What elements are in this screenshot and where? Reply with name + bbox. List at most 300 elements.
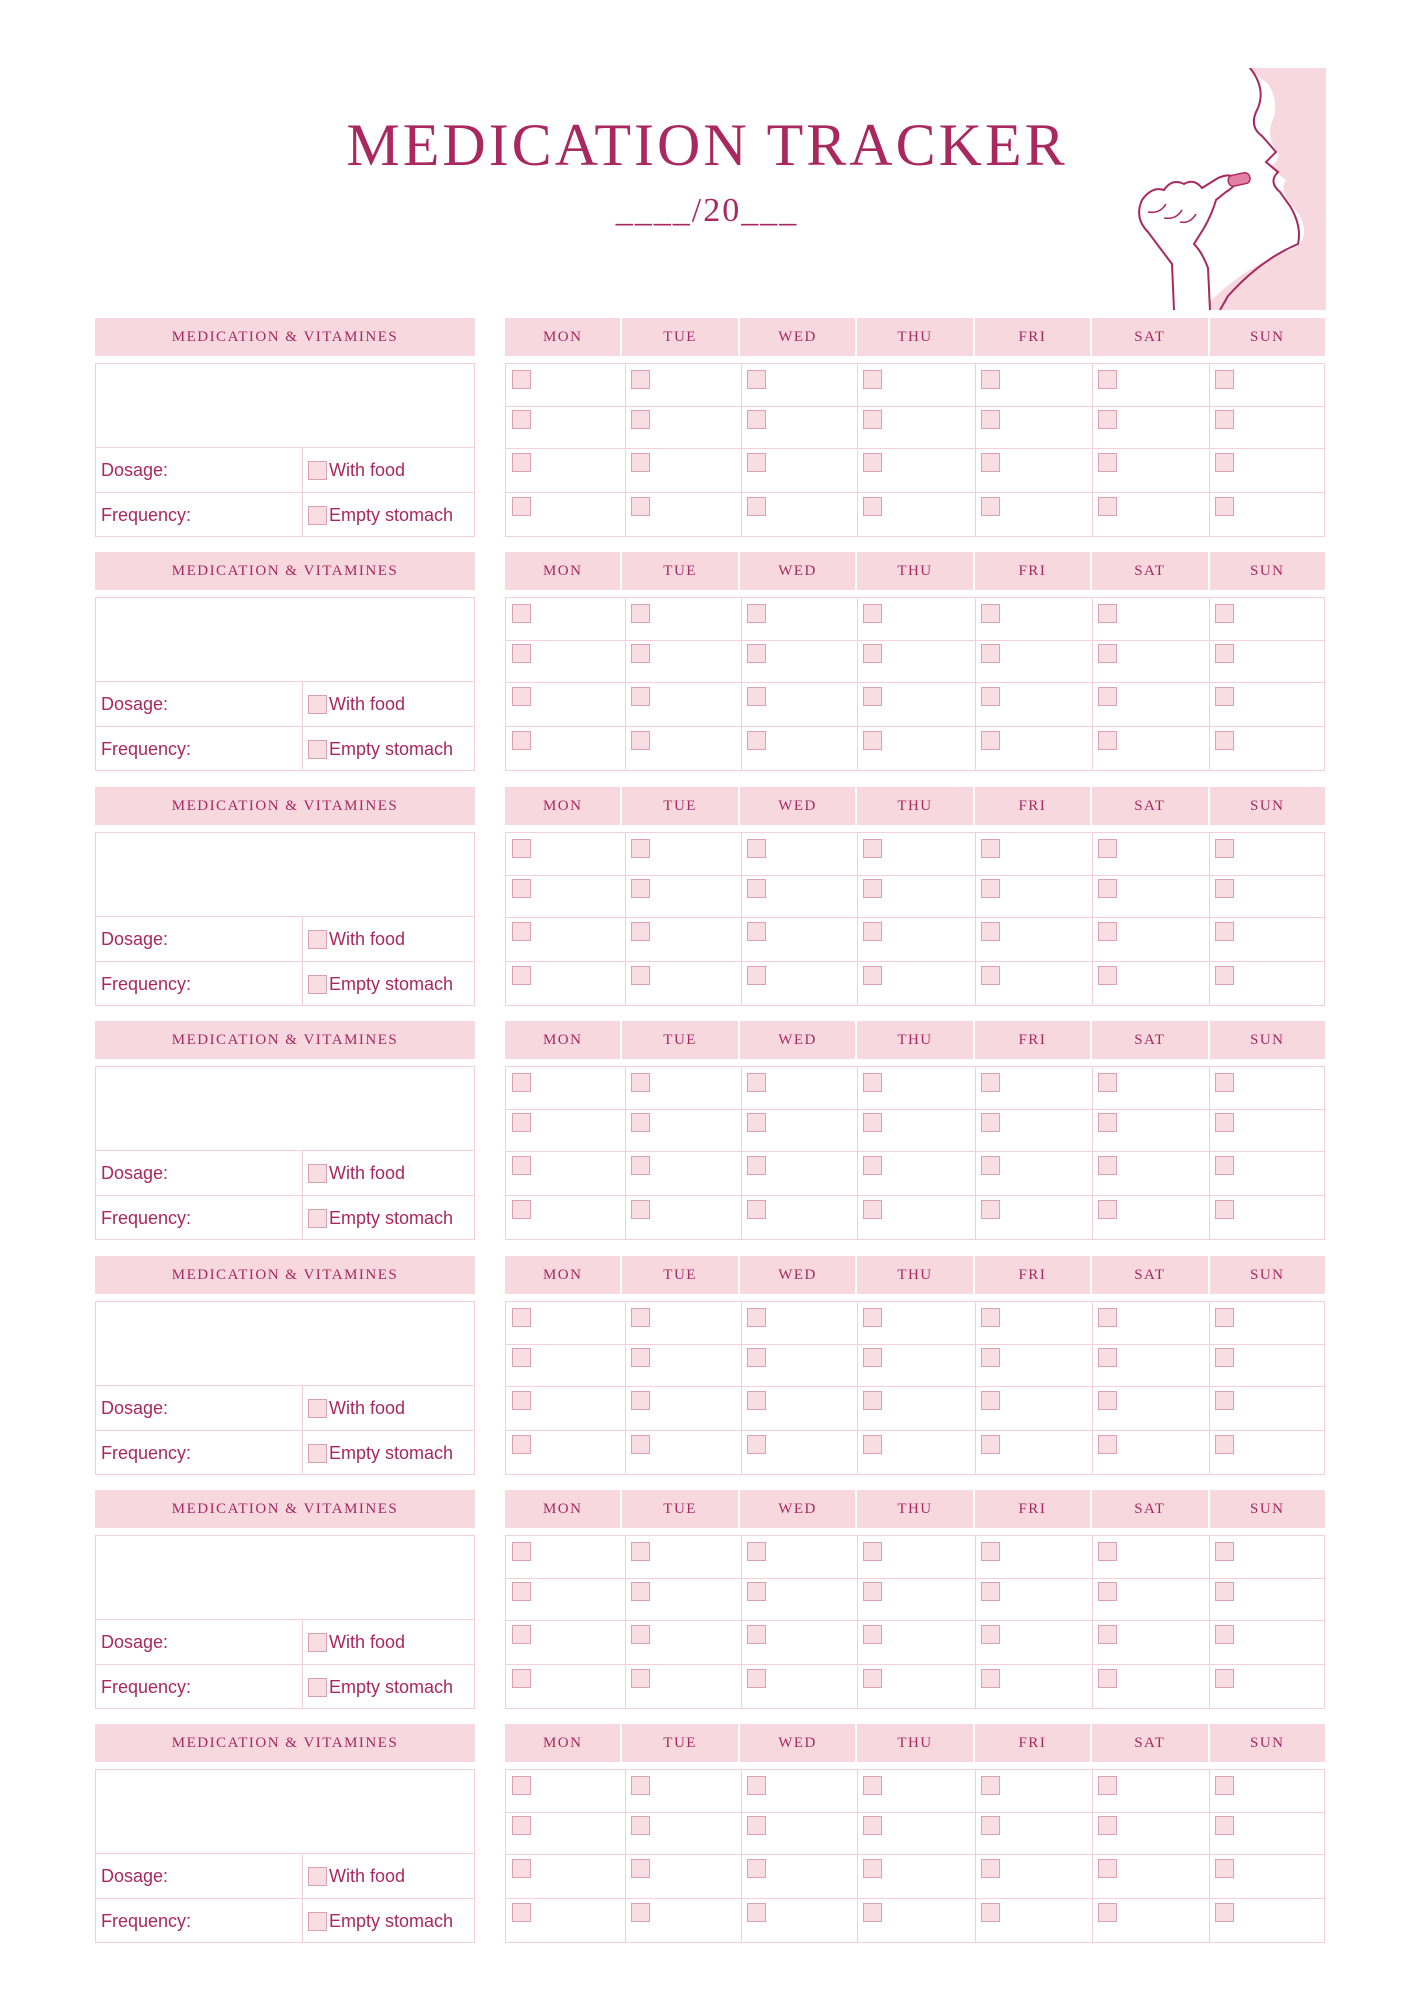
dose-checkbox-wed[interactable] [747, 1542, 766, 1561]
dose-checkbox-tue[interactable] [631, 922, 650, 941]
dose-checkbox-sat[interactable] [1098, 1582, 1117, 1601]
dose-checkbox-wed[interactable] [747, 410, 766, 429]
dose-checkbox-wed[interactable] [747, 1582, 766, 1601]
with-food-option[interactable] [308, 929, 405, 950]
dose-checkbox-mon[interactable] [512, 1816, 531, 1835]
dose-checkbox-sat[interactable] [1098, 1816, 1117, 1835]
dose-checkbox-mon[interactable] [512, 644, 531, 663]
medication-name-field[interactable] [96, 1302, 474, 1385]
dose-checkbox-wed[interactable] [747, 604, 766, 623]
empty-stomach-option[interactable] [308, 1911, 453, 1932]
dose-checkbox-tue[interactable] [631, 1156, 650, 1175]
dose-checkbox-fri[interactable] [981, 604, 1000, 623]
dose-checkbox-thu[interactable] [863, 1582, 882, 1601]
weekday-header [505, 1256, 1325, 1294]
dose-checkbox-tue[interactable] [631, 839, 650, 858]
dose-checkbox-thu[interactable] [863, 966, 882, 985]
dose-checkbox-fri[interactable] [981, 1308, 1000, 1327]
dose-checkbox-fri[interactable] [981, 1903, 1000, 1922]
dose-checkbox-thu[interactable] [863, 453, 882, 472]
divider [96, 681, 474, 682]
grid-line [506, 1898, 1324, 1899]
person-taking-pill-illustration [1120, 68, 1326, 310]
dose-checkbox-fri[interactable] [981, 1776, 1000, 1795]
weekday-header [505, 552, 1325, 590]
dose-checkbox-sat[interactable] [1098, 410, 1117, 429]
dose-checkbox-sat[interactable] [1098, 922, 1117, 941]
dose-checkbox-tue[interactable] [631, 1816, 650, 1835]
dose-checkbox-thu[interactable] [863, 1625, 882, 1644]
dose-checkbox-wed[interactable] [747, 879, 766, 898]
dose-checkbox-thu[interactable] [863, 410, 882, 429]
dose-checkbox-mon[interactable] [512, 1073, 531, 1092]
dose-checkbox-sat[interactable] [1098, 453, 1117, 472]
dose-checkbox-thu[interactable] [863, 1776, 882, 1795]
medication-details [95, 832, 475, 1006]
dose-checkbox-sat[interactable] [1098, 1073, 1117, 1092]
dose-checkbox-fri[interactable] [981, 1348, 1000, 1367]
dose-checkbox-fri[interactable] [981, 644, 1000, 663]
divider [302, 447, 303, 536]
empty-stomach-option[interactable] [308, 1208, 453, 1229]
medication-name-field[interactable] [96, 1770, 474, 1853]
medication-block [95, 1256, 1325, 1475]
dose-checkbox-sat[interactable] [1098, 1308, 1117, 1327]
dose-checkbox-sat[interactable] [1098, 1625, 1117, 1644]
dose-checkbox-tue[interactable] [631, 1903, 650, 1922]
with-food-label: With food [329, 929, 406, 949]
frequency-label: Frequency: [101, 505, 192, 525]
divider [96, 726, 474, 727]
with-food-checkbox[interactable] [308, 1399, 327, 1418]
dose-checkbox-thu[interactable] [863, 497, 882, 516]
dose-checkbox-sun[interactable] [1215, 731, 1234, 750]
dose-checkbox-tue[interactable] [631, 731, 650, 750]
dose-checkbox-thu[interactable] [863, 370, 882, 389]
grid-line [506, 492, 1324, 493]
dose-checkbox-sun[interactable] [1215, 1542, 1234, 1561]
dose-checkbox-sun[interactable] [1215, 1859, 1234, 1878]
dose-checkbox-sat[interactable] [1098, 839, 1117, 858]
dose-checkbox-sun[interactable] [1215, 453, 1234, 472]
grid-line [1092, 598, 1093, 770]
dose-checkbox-fri[interactable] [981, 1625, 1000, 1644]
medication-name-field[interactable] [96, 598, 474, 681]
dose-checkbox-tue[interactable] [631, 1582, 650, 1601]
empty-stomach-option[interactable] [308, 1443, 453, 1464]
dose-checkbox-tue[interactable] [631, 687, 650, 706]
dose-checkbox-fri[interactable] [981, 1073, 1000, 1092]
day-label-tue: TUE [622, 1256, 739, 1294]
dose-checkbox-wed[interactable] [747, 1435, 766, 1454]
divider [302, 1853, 303, 1942]
dose-checkbox-thu[interactable] [863, 1816, 882, 1835]
dose-checkbox-tue[interactable] [631, 1435, 650, 1454]
medication-name-field[interactable] [96, 1536, 474, 1619]
day-label-mon: MON [505, 318, 622, 356]
dose-checkbox-mon[interactable] [512, 1776, 531, 1795]
dose-checkbox-sun[interactable] [1215, 1308, 1234, 1327]
dose-checkbox-wed[interactable] [747, 1113, 766, 1132]
with-food-checkbox[interactable] [308, 1164, 327, 1183]
dose-checkbox-sun[interactable] [1215, 687, 1234, 706]
dose-checkbox-fri[interactable] [981, 453, 1000, 472]
empty-stomach-option[interactable] [308, 505, 453, 526]
empty-stomach-option[interactable] [308, 739, 453, 760]
dose-checkbox-tue[interactable] [631, 410, 650, 429]
dose-checkbox-wed[interactable] [747, 1156, 766, 1175]
day-label-mon: MON [505, 552, 622, 590]
grid-line [625, 1067, 626, 1239]
dose-checkbox-thu[interactable] [863, 1113, 882, 1132]
dose-checkbox-tue[interactable] [631, 1625, 650, 1644]
with-food-option[interactable] [308, 1866, 405, 1887]
dose-checkbox-sun[interactable] [1215, 370, 1234, 389]
divider [96, 1898, 474, 1899]
dose-checkbox-sat[interactable] [1098, 1391, 1117, 1410]
dose-checkbox-thu[interactable] [863, 731, 882, 750]
grid-line [506, 1386, 1324, 1387]
dose-checkbox-thu[interactable] [863, 839, 882, 858]
dose-checkbox-tue[interactable] [631, 1859, 650, 1878]
dose-checkbox-wed[interactable] [747, 370, 766, 389]
dose-checkbox-wed[interactable] [747, 731, 766, 750]
medication-block [95, 552, 1325, 771]
dose-checkbox-sun[interactable] [1215, 1669, 1234, 1688]
dose-checkbox-mon[interactable] [512, 1435, 531, 1454]
with-food-checkbox[interactable] [308, 1867, 327, 1886]
dose-checkbox-thu[interactable] [863, 1348, 882, 1367]
dose-checkbox-tue[interactable] [631, 1348, 650, 1367]
dose-checkbox-mon[interactable] [512, 1308, 531, 1327]
dose-checkbox-wed[interactable] [747, 922, 766, 941]
dose-checkbox-mon[interactable] [512, 370, 531, 389]
dose-checkbox-wed[interactable] [747, 1903, 766, 1922]
dose-checkbox-tue[interactable] [631, 644, 650, 663]
dose-checkbox-tue[interactable] [631, 1776, 650, 1795]
dose-checkbox-sat[interactable] [1098, 1113, 1117, 1132]
dose-checkbox-thu[interactable] [863, 1308, 882, 1327]
dose-checkbox-fri[interactable] [981, 497, 1000, 516]
dose-checkbox-tue[interactable] [631, 370, 650, 389]
dose-checkbox-fri[interactable] [981, 1113, 1000, 1132]
grid-line [1209, 1770, 1210, 1942]
dose-checkbox-mon[interactable] [512, 879, 531, 898]
with-food-option[interactable] [308, 1398, 405, 1419]
empty-stomach-checkbox[interactable] [308, 975, 327, 994]
dose-checkbox-wed[interactable] [747, 497, 766, 516]
dose-checkbox-wed[interactable] [747, 966, 766, 985]
dose-checkbox-sun[interactable] [1215, 1348, 1234, 1367]
dose-checkbox-wed[interactable] [747, 1348, 766, 1367]
dose-checkbox-sun[interactable] [1215, 1113, 1234, 1132]
with-food-checkbox[interactable] [308, 930, 327, 949]
dose-checkbox-mon[interactable] [512, 1582, 531, 1601]
with-food-option[interactable] [308, 694, 405, 715]
dose-checkbox-wed[interactable] [747, 1391, 766, 1410]
dose-checkbox-tue[interactable] [631, 1308, 650, 1327]
dose-checkbox-thu[interactable] [863, 644, 882, 663]
medication-name-field[interactable] [96, 1067, 474, 1150]
dose-checkbox-sun[interactable] [1215, 497, 1234, 516]
day-label-sat: SAT [1092, 787, 1209, 825]
grid-line [506, 961, 1324, 962]
grid-line [857, 1302, 858, 1474]
dose-checkbox-fri[interactable] [981, 1391, 1000, 1410]
dose-checkbox-fri[interactable] [981, 370, 1000, 389]
dose-checkbox-sat[interactable] [1098, 604, 1117, 623]
dose-checkbox-sat[interactable] [1098, 1669, 1117, 1688]
dose-checkbox-mon[interactable] [512, 1391, 531, 1410]
dose-checkbox-sun[interactable] [1215, 1200, 1234, 1219]
dose-checkbox-thu[interactable] [863, 1435, 882, 1454]
dose-checkbox-mon[interactable] [512, 731, 531, 750]
empty-stomach-option[interactable] [308, 1677, 453, 1698]
dose-checkbox-fri[interactable] [981, 731, 1000, 750]
dose-checkbox-mon[interactable] [512, 1625, 531, 1644]
dose-checkbox-tue[interactable] [631, 1113, 650, 1132]
day-label-fri: FRI [975, 318, 1092, 356]
empty-stomach-option[interactable] [308, 974, 453, 995]
grid-line [1092, 1536, 1093, 1708]
dose-checkbox-sun[interactable] [1215, 1776, 1234, 1795]
dose-checkbox-mon[interactable] [512, 604, 531, 623]
dose-checkbox-tue[interactable] [631, 453, 650, 472]
medication-block [95, 318, 1325, 537]
empty-stomach-checkbox[interactable] [308, 1209, 327, 1228]
day-label-wed: WED [740, 552, 857, 590]
day-label-wed: WED [740, 1021, 857, 1059]
dose-checkbox-sun[interactable] [1215, 1391, 1234, 1410]
dose-checkbox-thu[interactable] [863, 1156, 882, 1175]
dose-checkbox-sun[interactable] [1215, 1582, 1234, 1601]
day-label-wed: WED [740, 318, 857, 356]
dose-checkbox-mon[interactable] [512, 453, 531, 472]
dose-checkbox-sat[interactable] [1098, 1859, 1117, 1878]
dose-checkbox-sat[interactable] [1098, 370, 1117, 389]
grid-line [1092, 1302, 1093, 1474]
dose-checkbox-sun[interactable] [1215, 879, 1234, 898]
dose-checkbox-wed[interactable] [747, 839, 766, 858]
dose-checkbox-sun[interactable] [1215, 1903, 1234, 1922]
medication-header: MEDICATION & VITAMINES [95, 787, 475, 825]
dose-checkbox-sun[interactable] [1215, 966, 1234, 985]
with-food-checkbox[interactable] [308, 695, 327, 714]
dose-checkbox-sun[interactable] [1215, 1073, 1234, 1092]
dose-checkbox-mon[interactable] [512, 497, 531, 516]
day-label-tue: TUE [622, 1724, 739, 1762]
with-food-checkbox[interactable] [308, 1633, 327, 1652]
day-label-sun: SUN [1249, 1032, 1285, 1048]
dose-checkbox-wed[interactable] [747, 1308, 766, 1327]
day-label-fri: FRI [975, 552, 1092, 590]
dose-checkbox-sun[interactable] [1215, 1435, 1234, 1454]
dose-checkbox-tue[interactable] [631, 1200, 650, 1219]
dose-checkbox-mon[interactable] [512, 839, 531, 858]
medication-block [95, 1490, 1325, 1709]
dose-checkbox-wed[interactable] [747, 1669, 766, 1688]
dose-checkbox-thu[interactable] [863, 1542, 882, 1561]
dose-checkbox-thu[interactable] [863, 687, 882, 706]
dose-checkbox-fri[interactable] [981, 879, 1000, 898]
empty-stomach-checkbox[interactable] [308, 1444, 327, 1463]
divider [302, 681, 303, 770]
dose-checkbox-sat[interactable] [1098, 731, 1117, 750]
grid-line [975, 1067, 976, 1239]
divider [96, 447, 474, 448]
dose-checkbox-tue[interactable] [631, 1391, 650, 1410]
dose-checkbox-mon[interactable] [512, 1669, 531, 1688]
dose-checkbox-fri[interactable] [981, 839, 1000, 858]
dose-checkbox-sun[interactable] [1215, 410, 1234, 429]
empty-stomach-checkbox[interactable] [308, 1912, 327, 1931]
dosage-label: Dosage: [101, 1866, 169, 1886]
dose-checkbox-mon[interactable] [512, 1859, 531, 1878]
dose-checkbox-wed[interactable] [747, 1859, 766, 1878]
dose-checkbox-sat[interactable] [1098, 966, 1117, 985]
dose-checkbox-thu[interactable] [863, 879, 882, 898]
dose-checkbox-mon[interactable] [512, 1903, 531, 1922]
dose-checkbox-sun[interactable] [1215, 1816, 1234, 1835]
dose-checkbox-thu[interactable] [863, 1903, 882, 1922]
dose-checkbox-thu[interactable] [863, 604, 882, 623]
dose-checkbox-fri[interactable] [981, 410, 1000, 429]
dose-checkbox-tue[interactable] [631, 1073, 650, 1092]
dose-checkbox-sun[interactable] [1215, 839, 1234, 858]
empty-stomach-checkbox[interactable] [308, 1678, 327, 1697]
day-label-wed: WED [740, 1490, 857, 1528]
grid-line [506, 640, 1324, 641]
day-label-wed: WED [740, 1724, 857, 1762]
day-label-thu: THU [857, 1490, 974, 1528]
with-food-option[interactable] [308, 1632, 405, 1653]
dose-checkbox-sat[interactable] [1098, 1156, 1117, 1175]
dose-checkbox-thu[interactable] [863, 1391, 882, 1410]
dose-checkbox-mon[interactable] [512, 410, 531, 429]
dose-checkbox-wed[interactable] [747, 644, 766, 663]
frequency-label: Frequency: [101, 1911, 192, 1931]
dose-checkbox-thu[interactable] [863, 1669, 882, 1688]
dose-checkbox-sat[interactable] [1098, 644, 1117, 663]
dosage-label: Dosage: [101, 929, 169, 949]
grid-line [857, 598, 858, 770]
dose-checkbox-wed[interactable] [747, 453, 766, 472]
dose-checkbox-tue[interactable] [631, 1542, 650, 1561]
medication-header: MEDICATION & VITAMINES [95, 1256, 475, 1294]
dose-checkbox-mon[interactable] [512, 966, 531, 985]
dose-checkbox-wed[interactable] [747, 1625, 766, 1644]
with-food-label: With food [329, 460, 406, 480]
dose-checkbox-fri[interactable] [981, 1669, 1000, 1688]
dose-checkbox-grid [505, 1535, 1325, 1709]
dose-checkbox-wed[interactable] [747, 1200, 766, 1219]
dose-checkbox-sat[interactable] [1098, 1776, 1117, 1795]
dose-checkbox-tue[interactable] [631, 879, 650, 898]
dosage-label: Dosage: [101, 1163, 169, 1183]
grid-line [741, 1302, 742, 1474]
day-label-mon: MON [505, 1490, 622, 1528]
dose-checkbox-mon[interactable] [512, 1542, 531, 1561]
with-food-option[interactable] [308, 1163, 405, 1184]
dose-checkbox-fri[interactable] [981, 1582, 1000, 1601]
dose-checkbox-sat[interactable] [1098, 1348, 1117, 1367]
dose-checkbox-tue[interactable] [631, 497, 650, 516]
dose-checkbox-mon[interactable] [512, 1156, 531, 1175]
dose-checkbox-sun[interactable] [1215, 604, 1234, 623]
dose-checkbox-thu[interactable] [863, 1200, 882, 1219]
dose-checkbox-sat[interactable] [1098, 1435, 1117, 1454]
empty-stomach-checkbox[interactable] [308, 740, 327, 759]
dose-checkbox-sat[interactable] [1098, 687, 1117, 706]
dose-checkbox-fri[interactable] [981, 966, 1000, 985]
dose-checkbox-sun[interactable] [1215, 1156, 1234, 1175]
dose-checkbox-sun[interactable] [1215, 644, 1234, 663]
divider [96, 916, 474, 917]
dose-checkbox-wed[interactable] [747, 687, 766, 706]
dose-checkbox-sun[interactable] [1215, 1625, 1234, 1644]
grid-line [1209, 1302, 1210, 1474]
dose-checkbox-wed[interactable] [747, 1776, 766, 1795]
medication-name-field[interactable] [96, 364, 474, 447]
frequency-label: Frequency: [101, 1443, 192, 1463]
dose-checkbox-sat[interactable] [1098, 879, 1117, 898]
dose-checkbox-mon[interactable] [512, 687, 531, 706]
medication-name-field[interactable] [96, 833, 474, 916]
dose-checkbox-sun[interactable] [1215, 922, 1234, 941]
frequency-label: Frequency: [101, 1208, 192, 1228]
dose-checkbox-sat[interactable] [1098, 497, 1117, 516]
grid-line [506, 406, 1324, 407]
dose-checkbox-thu[interactable] [863, 1859, 882, 1878]
medication-details [95, 1066, 475, 1240]
dose-checkbox-sat[interactable] [1098, 1903, 1117, 1922]
medication-details [95, 597, 475, 771]
dose-checkbox-fri[interactable] [981, 1816, 1000, 1835]
with-food-checkbox[interactable] [308, 461, 327, 480]
dose-checkbox-thu[interactable] [863, 1073, 882, 1092]
dose-checkbox-wed[interactable] [747, 1816, 766, 1835]
dose-checkbox-tue[interactable] [631, 604, 650, 623]
dose-checkbox-fri[interactable] [981, 687, 1000, 706]
grid-line [506, 875, 1324, 876]
divider [96, 1853, 474, 1854]
grid-line [741, 364, 742, 536]
dose-checkbox-mon[interactable] [512, 1113, 531, 1132]
dose-checkbox-fri[interactable] [981, 1542, 1000, 1561]
grid-line [1092, 1770, 1093, 1942]
dose-checkbox-fri[interactable] [981, 922, 1000, 941]
with-food-option[interactable] [308, 460, 405, 481]
dose-checkbox-sat[interactable] [1098, 1200, 1117, 1219]
dose-checkbox-tue[interactable] [631, 1669, 650, 1688]
dose-checkbox-sat[interactable] [1098, 1542, 1117, 1561]
dose-checkbox-tue[interactable] [631, 966, 650, 985]
dose-checkbox-fri[interactable] [981, 1859, 1000, 1878]
dose-checkbox-mon[interactable] [512, 922, 531, 941]
day-label-sun: SUN [1249, 329, 1285, 345]
dose-checkbox-wed[interactable] [747, 1073, 766, 1092]
day-label-fri: FRI [975, 787, 1092, 825]
dose-checkbox-thu[interactable] [863, 922, 882, 941]
empty-stomach-checkbox[interactable] [308, 506, 327, 525]
dose-checkbox-fri[interactable] [981, 1200, 1000, 1219]
dose-checkbox-fri[interactable] [981, 1156, 1000, 1175]
dose-checkbox-mon[interactable] [512, 1348, 531, 1367]
grid-line [506, 448, 1324, 449]
dose-checkbox-fri[interactable] [981, 1435, 1000, 1454]
day-label-tue: TUE [622, 552, 739, 590]
dose-checkbox-mon[interactable] [512, 1200, 531, 1219]
